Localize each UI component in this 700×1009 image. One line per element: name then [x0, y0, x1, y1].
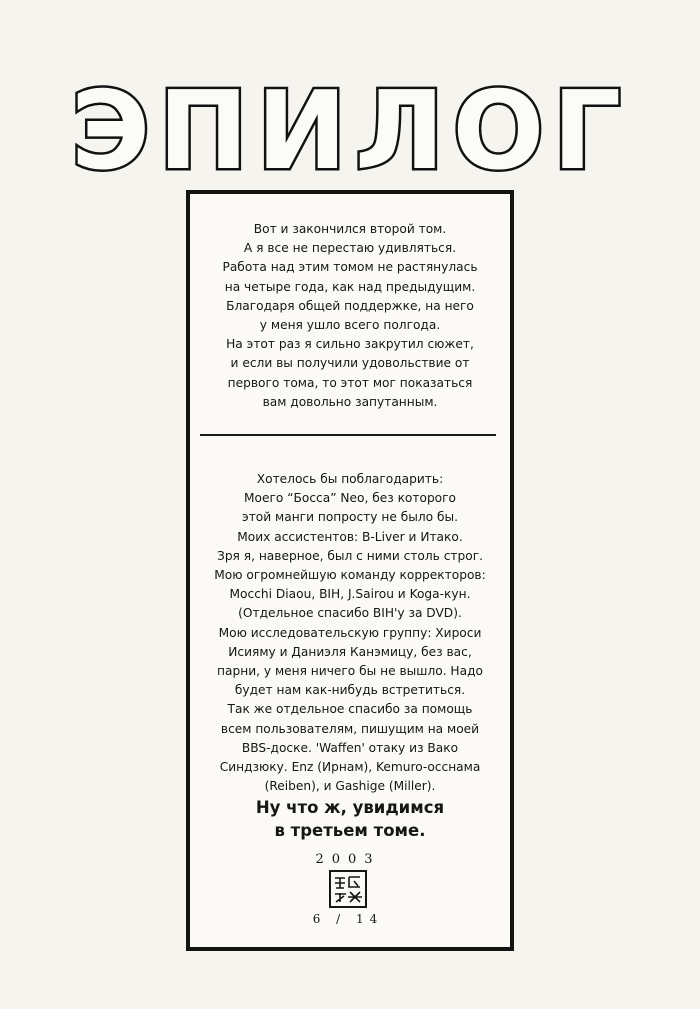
- thanks-line: (Отдельное спасибо BIH'у за DVD).: [238, 606, 462, 621]
- thanks-line: (Reiben), и Gashige (Miller).: [264, 779, 436, 794]
- thanks-line: парни, у меня ничего бы не вышло. Надо: [217, 664, 483, 679]
- signature-seal-icon: [328, 869, 368, 909]
- intro-line: и если вы получили удовольствие от: [230, 356, 470, 371]
- thanks-line: этой манги попросту не было бы.: [242, 510, 458, 525]
- thanks-line: Моих ассистентов: B-Liver и Итако.: [237, 529, 463, 544]
- intro-line: На этот раз я сильно закрутил сюжет,: [226, 337, 474, 352]
- intro-line: Вот и закончился второй том.: [253, 222, 447, 236]
- thanks-line: Исияму и Даниэля Канэмицу, без вас,: [228, 644, 472, 659]
- thanks-paragraph: [200, 470, 500, 796]
- closing-message: [200, 796, 500, 842]
- thanks-line: Зря я, наверное, был с ними столь строг.: [217, 548, 483, 563]
- thanks-line: всем пользователям, пишущим на моей: [220, 721, 480, 736]
- thanks-line: Моего “Босса” Neo, без которого: [243, 491, 456, 506]
- intro-paragraph: [200, 220, 500, 412]
- section-divider: [200, 434, 496, 436]
- closing-line: в третьем томе.: [274, 821, 426, 840]
- thanks-line: будет нам как-нибудь встретиться.: [234, 683, 466, 698]
- stamp-date: 6 / 14: [312, 912, 384, 926]
- closing-line: Ну что ж, увидимся: [255, 798, 445, 817]
- intro-line: Работа над этим томом не растянулась: [222, 260, 478, 275]
- intro-line: первого тома, то этот мог показаться: [227, 375, 473, 390]
- intro-line: у меня ушло всего полгода.: [259, 318, 441, 333]
- title-graphic: [0, 60, 700, 190]
- intro-line: А я все не перестаю удивляться.: [243, 241, 457, 256]
- intro-line: вам довольно запутанным.: [262, 394, 438, 409]
- thanks-line: BBS-доске. 'Waffen' отаку из Вако: [241, 740, 459, 755]
- author-stamp: [308, 852, 388, 934]
- intro-line: Благодаря общей поддержке, на него: [226, 298, 474, 313]
- thanks-line: Так же отдельное спасибо за помощь: [227, 702, 473, 717]
- title-text: ЭПИЛОГ: [70, 69, 630, 190]
- thanks-line: Мою исследовательскую группу: Хироси: [218, 625, 482, 640]
- epilogue-panel: [186, 190, 514, 951]
- thanks-line: Mocchi Diaou, BIH, J.Sairou и Koga-кун.: [229, 587, 471, 602]
- thanks-line: Хотелось бы поблагодарить:: [256, 472, 444, 486]
- stamp-year: 2003: [315, 852, 381, 867]
- thanks-line: Синдзюку. Enz (Ирнам), Kemuro-осснама: [219, 760, 481, 775]
- intro-line: на четыре года, как над предыдущим.: [224, 279, 476, 294]
- page-title: [0, 60, 700, 190]
- thanks-line: Мою огромнейшую команду корректоров:: [214, 568, 486, 583]
